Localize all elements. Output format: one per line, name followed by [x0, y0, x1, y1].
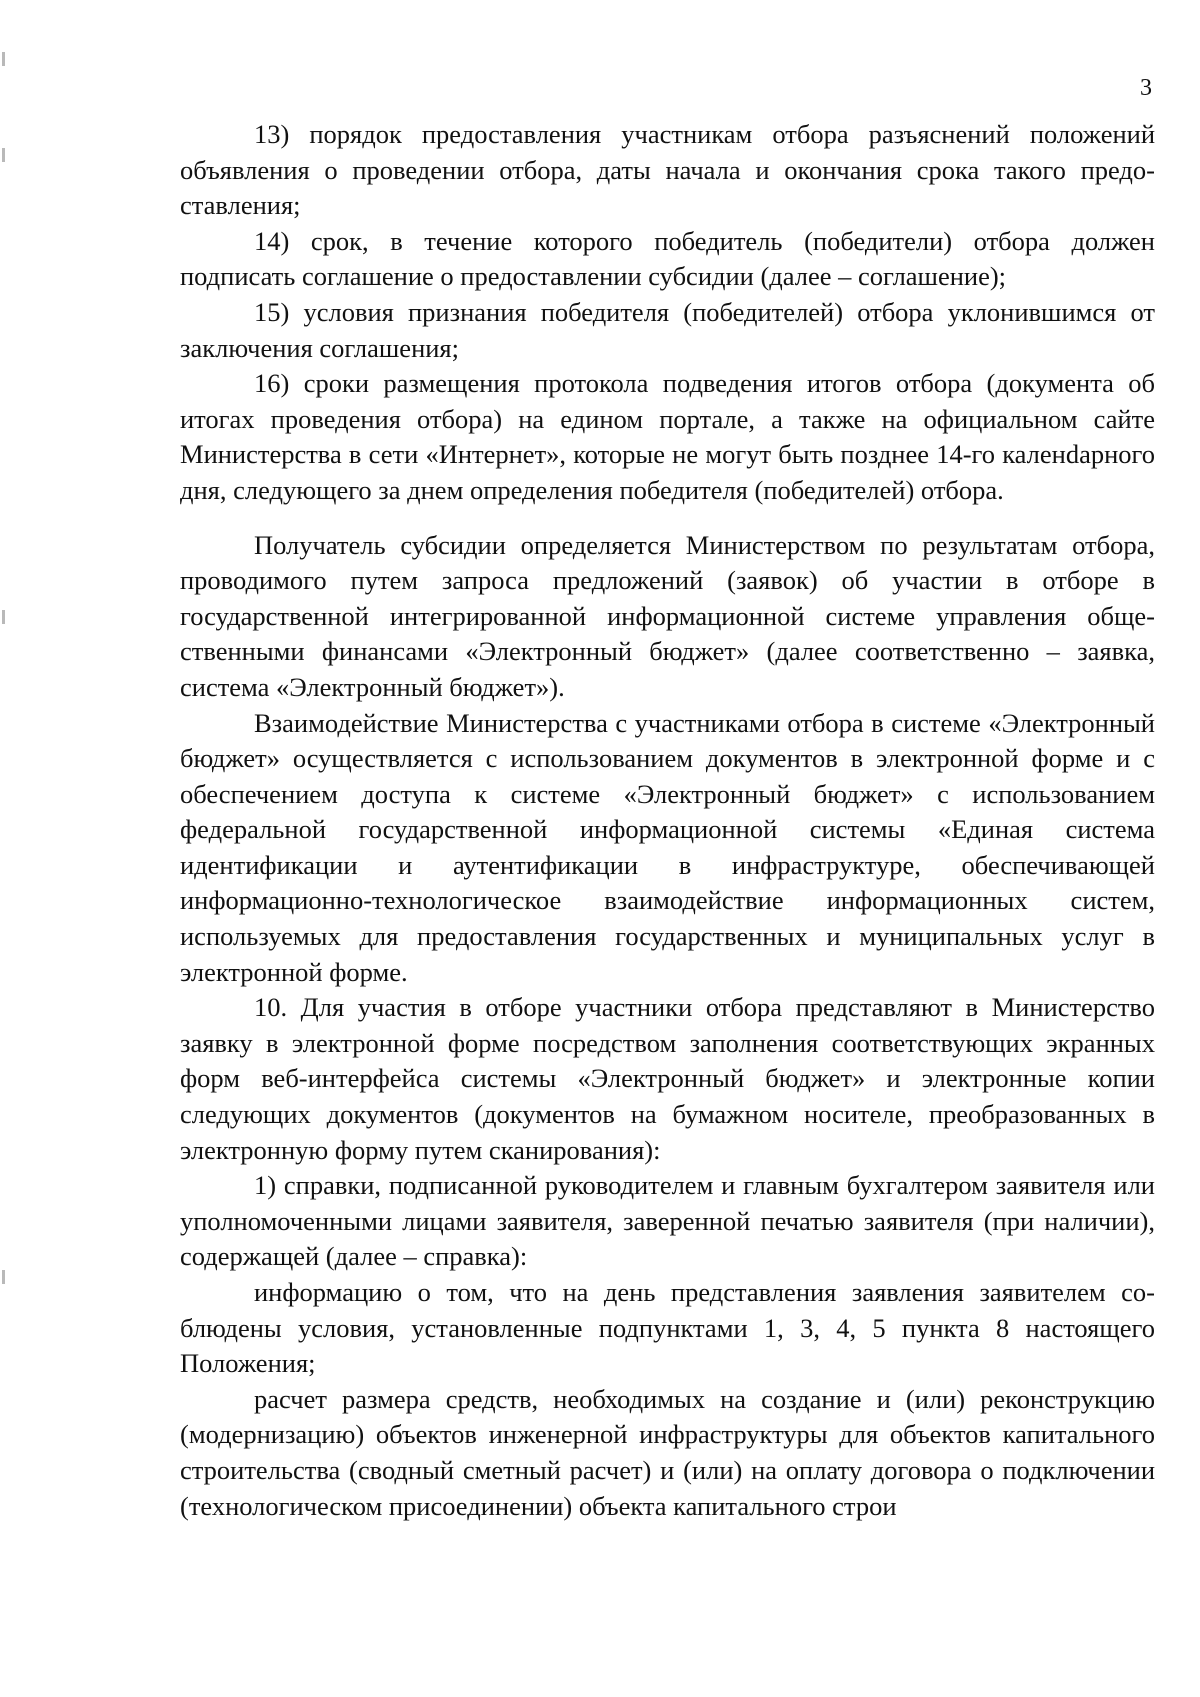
scan-margin-mark [2, 610, 5, 624]
scan-margin-mark [2, 52, 5, 66]
document-body [180, 117, 1155, 1524]
paragraph-item-14: 14) срок, в течение которого победитель (победители) отбора должен подписать соглашение о предоставлении субсидии (далее – соглашение); [180, 225, 1155, 292]
paragraph-item-15: 15) условия признания победителя (победителей) отбора уклонившимся от заключения соглашения; [180, 296, 1155, 363]
paragraph-recipient: Получатель субсидии определяется Министерством по результатам отбора, проводимого путем запроса предложений (заявок) об участии в отборе в государственной интегрированной информационной системе управления общественными финансами «Электронный бюджет» (далее соответственно – заявка, система «Электронный бюджет»). [180, 529, 1155, 702]
paragraph-item-16: 16) сроки размещения протокола подведения итогов отбора (документа об итогах проведения отбора) на едином портале, а также на официальном сайте Министерства в сети «Интернет», которые не могут быть позднее 14-го каленdарного дня, следующего за днем определения победителя (победителей) отбора. [180, 368, 1155, 505]
paragraph-calculation: расчет размера средств, необходимых на создание и (или) реконструкцию (модернизацию) объектов инженерной инфраструктуры для объектов капитального строительства (сводный сметный расчет) и (или) на оплату договора о подключении (технологическом присоединении) объекта капитального строи [180, 1383, 1155, 1521]
paragraph-item-13: 13) порядок предоставления участникам отбора разъяснений положений объявления о проведении отбора, даты начала и окончания срока такого предоставления; [180, 119, 1155, 221]
scan-margin-mark [2, 148, 5, 162]
page-number: 3 [1140, 75, 1152, 101]
paragraph-information: информацию о том, что на день представления заявления заявителем соблюдены условия, установленные подпунктами 1, 3, 4, 5 пункта 8 настоящего Положения; [180, 1277, 1155, 1379]
paragraph-section-10: 10. Для участия в отборе участники отбора представляют в Министерство заявку в электронной форме посредством заполнения соответствующих экранных форм веб-интерфейса системы «Электронный бюджет» и электронные копии следующих документов (документов на бумажном носителе, преобразованных в электронную форму путем сканирования): [180, 992, 1155, 1165]
paragraph-interaction: Взаимодействие Министерства с участниками отбора в системе «Электронный бюджет» осуществляется с использованием документов в электронной форме и с обеспечением доступа к системе «Электронный бюджет» с использованием федеральной государственной информационной системы «Единая система идентификации и аутентификации в инфраструктуре, обеспечивающей информационно-технологическое взаимодействие информационных систем, используемых для предоставления государственных и муниципальных услуг в электронной форме. [180, 707, 1155, 987]
scan-margin-mark [2, 1270, 5, 1284]
paragraph-subitem-1: 1) справки, подписанной руководителем и главным бухгалтером заявителя или уполномоченными лицами заявителя, заверенной печатью заявителя (при наличии), содержащей (далее – справка): [180, 1170, 1155, 1272]
